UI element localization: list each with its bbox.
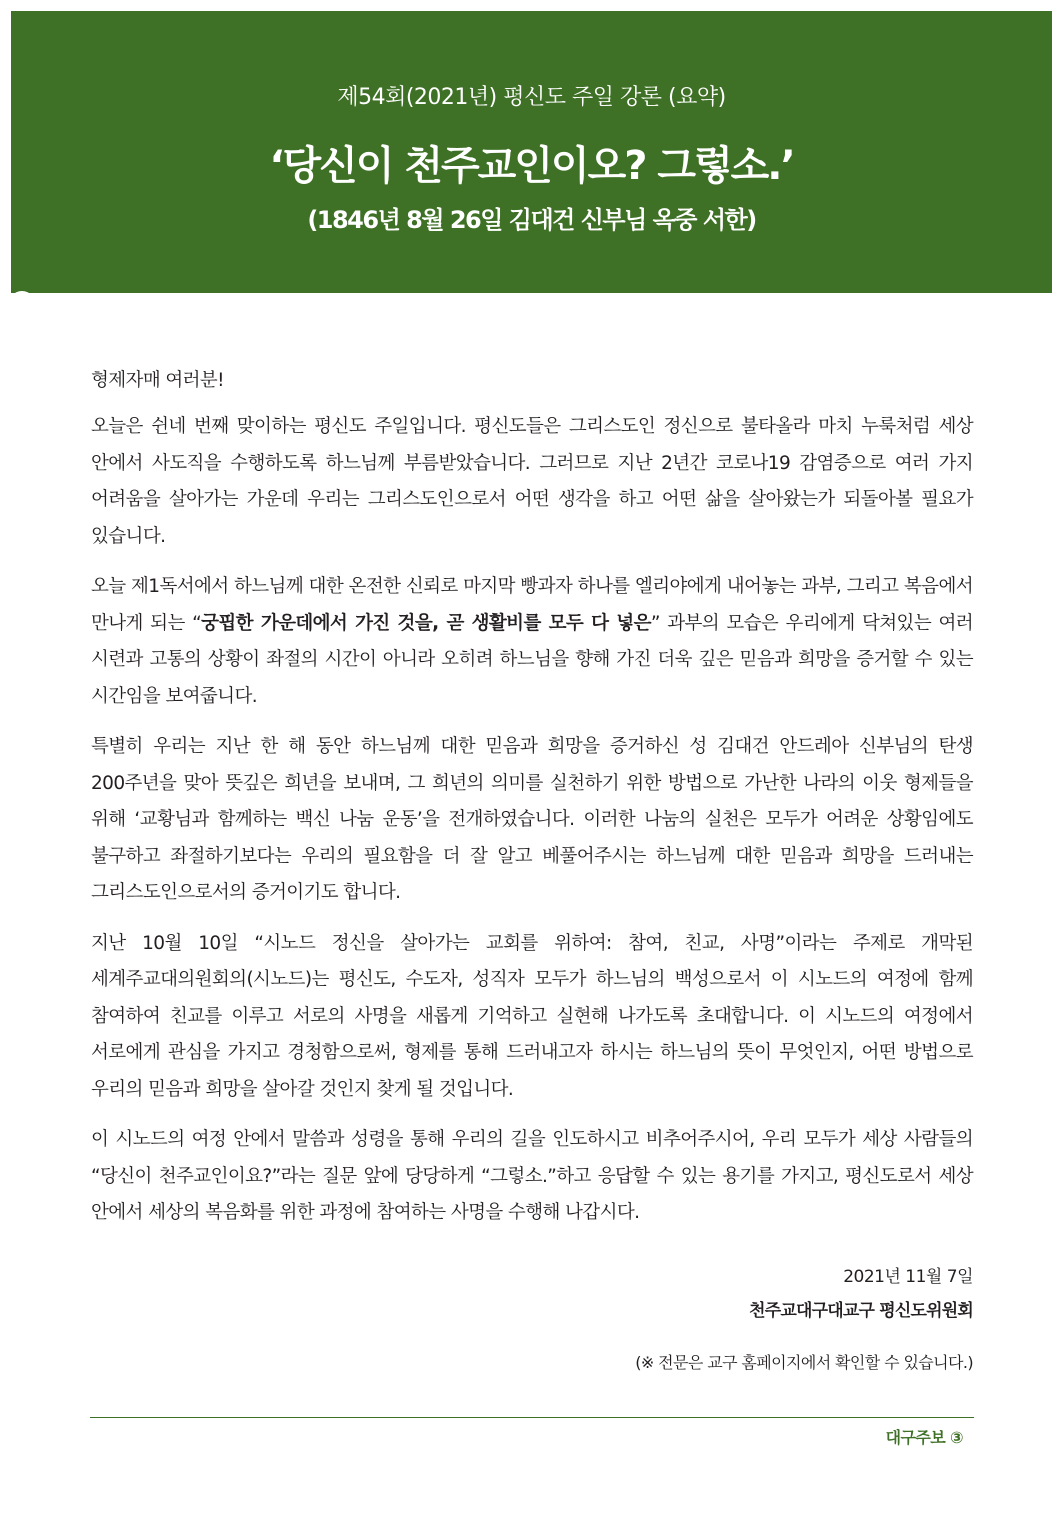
paragraph-2-intro: 오늘 제1독서에서 하느님께 대한 온전한 신뢰로 마지막 빵과자 하나를 엘리야에게 내어놓는 과부, 그리고 복음에서 만나게 되는 “ [91,576,973,634]
closing-date: 2021년 11월 7일 [843,1267,973,1287]
session-heading: 제54회(2021년) 평신도 주일 강론 (요약) [337,85,726,110]
footer-divider [90,1417,974,1418]
page-title: ‘당신이 천주교인이오? 그렇소.’ [269,143,794,189]
paragraph-2-rest: ” 과부의 모습은 우리에게 닥쳐있는 여러 시련과 고통의 상황이 좌절의 시간이 아니라 오히려 하느님을 향해 가진 더욱 깊은 믿음과 희망을 증거할 수 있는 시간임을 보여줍니다. [91,612,973,707]
greeting: 형제자매 여러분! [91,370,224,391]
paragraph-2-emphasis: 궁핍한 가운데에서 가진 것을, 곧 생활비를 모두 다 넣은 [201,612,651,634]
paragraph-1: 오늘은 쉰네 번째 맞이하는 평신도 주일입니다. 평신도들은 그리스도인 정신으로 불타올라 마치 누룩처럼 세상 안에서 사도직을 수행하도록 하느님께 부름받았습니다. 그러므로 지난 2년간 코로나19 감염증으로 여러 가지 어려움을 살아가는 가운데 우리는 그리스도인으로서 어떤 생각을 하고 어떤 삶을 살아왔는가 되돌아볼 필요가 있습니다. [91,416,973,547]
page-subtitle: (1846년 8월 26일 김대건 신부님 옥중 서한) [307,206,756,234]
article-body [91,363,973,1246]
paragraph-4: 지난 10월 10일 “시노드 정신을 살아가는 교회를 위하여: 참여, 친교, 사명”이라는 주제로 개막된 세계주교대의원회의(시노드)는 평신도, 수도자, 성직자 모두가 하느님의 백성으로서 이 시노드의 여정에 함께 참여하여 친교를 이루고 서로의 사명을 새롭게 기억하고 실현해 나가도록 초대합니다. 이 시노드의 여정에서 서로에게 관심을 가지고 경청함으로써, 형제를 통해 드러내고자 하시는 하느님의 뜻이 무엇인지, 어떤 방법으로 우리의 믿음과 희망을 살아갈 것인지 찾게 될 것입니다. [91,932,973,1100]
closing-note: (※ 전문은 교구 홈페이지에서 확인할 수 있습니다.) [635,1353,973,1372]
paragraph-3: 특별히 우리는 지난 한 해 동안 하느님께 대한 믿음과 희망을 증거하신 성 김대건 안드레아 신부님의 탄생 200주년을 맞아 뜻깊은 희년을 보내며, 그 희년의 의미를 실천하기 위한 방법으로 가난한 나라의 이웃 형제들을 위해 ‘교황님과 함께하는 백신 나눔 운동’을 전개하였습니다. 이러한 나눔의 실천은 모두가 어려운 상황임에도 불구하고 좌절하기보다는 우리의 필요함을 더 잘 알고 베풀어주시는 하느님께 대한 믿음과 희망을 드러내는 그리스도인으로서의 증거이기도 합니다. [91,736,973,903]
header-bottom-mask [0,293,1063,313]
closing-organization: 천주교대구대교구 평신도위원회 [749,1301,973,1321]
footer-page-label: 대구주보 ③ [885,1428,963,1447]
paragraph-2 [91,569,973,715]
paragraph-5: 이 시노드의 여정 안에서 말씀과 성령을 통해 우리의 길을 인도하시고 비추어주시어, 우리 모두가 세상 사람들의 “당신이 천주교인이요?”라는 질문 앞에 당당하게 “그렇소.”하고 응답할 수 있는 용기를 가지고, 평신도로서 세상 안에서 세상의 복음화를 위한 과정에 참여하는 사명을 수행해 나갑시다. [91,1129,973,1223]
